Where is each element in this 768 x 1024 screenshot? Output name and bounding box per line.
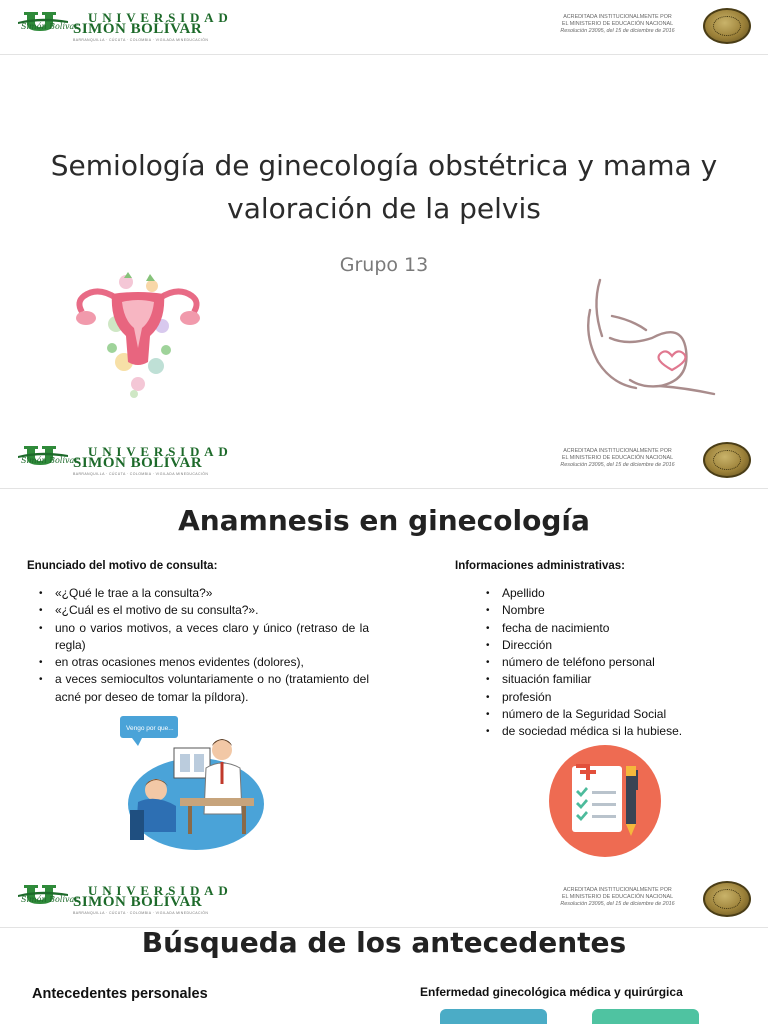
slide-header xyxy=(0,434,768,484)
list-item: • uno o varios motivos, a veces claro y único (retraso de la regla) xyxy=(33,620,369,655)
accreditation-resolution: Resolución 23095, del 15 de diciembre de 2016 xyxy=(560,901,675,907)
list-item: • Nombre xyxy=(480,602,730,619)
logo-line-cities: BARRANQUILLA · CÚCUTA · COLOMBIA · VIGILADA MINEDUCACIÓN xyxy=(73,911,209,915)
accreditation-resolution: Resolución 23095, del 15 de diciembre de 2016 xyxy=(560,28,675,34)
header-divider xyxy=(0,54,768,55)
uterus-flowers-illustration xyxy=(68,262,208,402)
accreditation-seal-icon xyxy=(703,8,751,44)
speech-bubble-text: Vengo por que... xyxy=(126,725,174,732)
motivo-consulta-heading: Enunciado del motivo de consulta: xyxy=(27,560,218,572)
logo-line-universidad: UNIVERSIDAD xyxy=(88,444,233,459)
logo-script: Simón Bolívar xyxy=(21,456,79,465)
slide-title-heading: Búsqueda de los antecedentes xyxy=(141,926,627,959)
antecedentes-personales-heading: Antecedentes personales xyxy=(32,986,208,1002)
slide-title-heading: Anamnesis en ginecología xyxy=(178,504,590,537)
accreditation-line-1: ACREDITADA INSTITUCIONALMENTE POR xyxy=(563,448,672,454)
accreditation-line-2: EL MINISTERIO DE EDUCACIÓN NACIONAL xyxy=(561,21,674,27)
pregnant-belly-heart-illustration xyxy=(582,276,722,401)
medical-checklist-icon xyxy=(548,744,662,858)
logo-script: Simón Bolívar xyxy=(21,895,79,904)
accreditation-resolution: Resolución 23095, del 15 de diciembre de 2016 xyxy=(560,462,675,468)
slide-subtitle: Grupo 13 xyxy=(339,254,429,276)
list-item: • en otras ocasiones menos evidentes (dolores), xyxy=(33,654,369,671)
list-item: • situación familiar xyxy=(480,671,730,688)
list-item: • número de teléfono personal xyxy=(480,654,730,671)
list-item: • Apellido xyxy=(480,585,730,602)
enfermedad-ginecologica-heading: Enfermedad ginecológica médica y quirúrgica xyxy=(420,985,683,999)
slide-header xyxy=(0,873,768,923)
list-item: • fecha de nacimiento xyxy=(480,620,730,637)
list-item: • de sociedad médica si la hubiese. xyxy=(480,723,730,740)
informaciones-list xyxy=(480,585,730,741)
list-item: • «¿Cuál es el motivo de su consulta?». xyxy=(33,602,369,619)
university-logo xyxy=(18,883,233,915)
blue-content-box xyxy=(440,1009,547,1024)
slide-anamnesis xyxy=(0,434,768,919)
list-item: • a veces semiocultos voluntariamente o no (tratamiento del acné por deseo de tomar la píldora). xyxy=(33,671,369,706)
accreditation-seal-icon xyxy=(703,881,751,917)
accreditation-line-2: EL MINISTERIO DE EDUCACIÓN NACIONAL xyxy=(561,894,674,900)
logo-line-name: SIMÓN BOLÍVAR xyxy=(73,455,203,471)
logo-line-cities: BARRANQUILLA · CÚCUTA · COLOMBIA · VIGILADA MINEDUCACIÓN xyxy=(73,38,209,42)
university-logo xyxy=(18,10,233,42)
list-item: • «¿Qué le trae a la consulta?» xyxy=(33,585,369,602)
list-item: • número de la Seguridad Social xyxy=(480,706,730,723)
accreditation-line-2: EL MINISTERIO DE EDUCACIÓN NACIONAL xyxy=(561,455,674,461)
logo-script: Simón Bolívar xyxy=(21,22,79,31)
logo-line-universidad: UNIVERSIDAD xyxy=(88,10,233,25)
slide-title-heading: Semiología de ginecología obstétrica y mama y valoración de la pelvis xyxy=(50,149,718,225)
motivo-consulta-list xyxy=(33,585,369,706)
slide-antecedentes xyxy=(0,873,768,1024)
doctor-consultation-illustration xyxy=(118,714,268,851)
logo-line-cities: BARRANQUILLA · CÚCUTA · COLOMBIA · VIGILADA MINEDUCACIÓN xyxy=(73,472,209,476)
list-item: • profesión xyxy=(480,689,730,706)
list-item: • Dirección xyxy=(480,637,730,654)
slide-title xyxy=(0,0,768,480)
green-content-box xyxy=(592,1009,699,1024)
university-logo xyxy=(18,444,233,476)
accreditation-text xyxy=(535,14,700,35)
header-divider xyxy=(0,488,768,489)
logo-line-name: SIMÓN BOLÍVAR xyxy=(73,21,203,37)
accreditation-line-1: ACREDITADA INSTITUCIONALMENTE POR xyxy=(563,14,672,20)
informaciones-heading: Informaciones administrativas: xyxy=(455,560,625,572)
logo-line-universidad: UNIVERSIDAD xyxy=(88,883,233,898)
accreditation-seal-icon xyxy=(703,442,751,478)
accreditation-text xyxy=(535,448,700,469)
accreditation-line-1: ACREDITADA INSTITUCIONALMENTE POR xyxy=(563,887,672,893)
logo-line-name: SIMÓN BOLÍVAR xyxy=(73,894,203,910)
accreditation-text xyxy=(535,887,700,908)
slide-header xyxy=(0,0,768,50)
